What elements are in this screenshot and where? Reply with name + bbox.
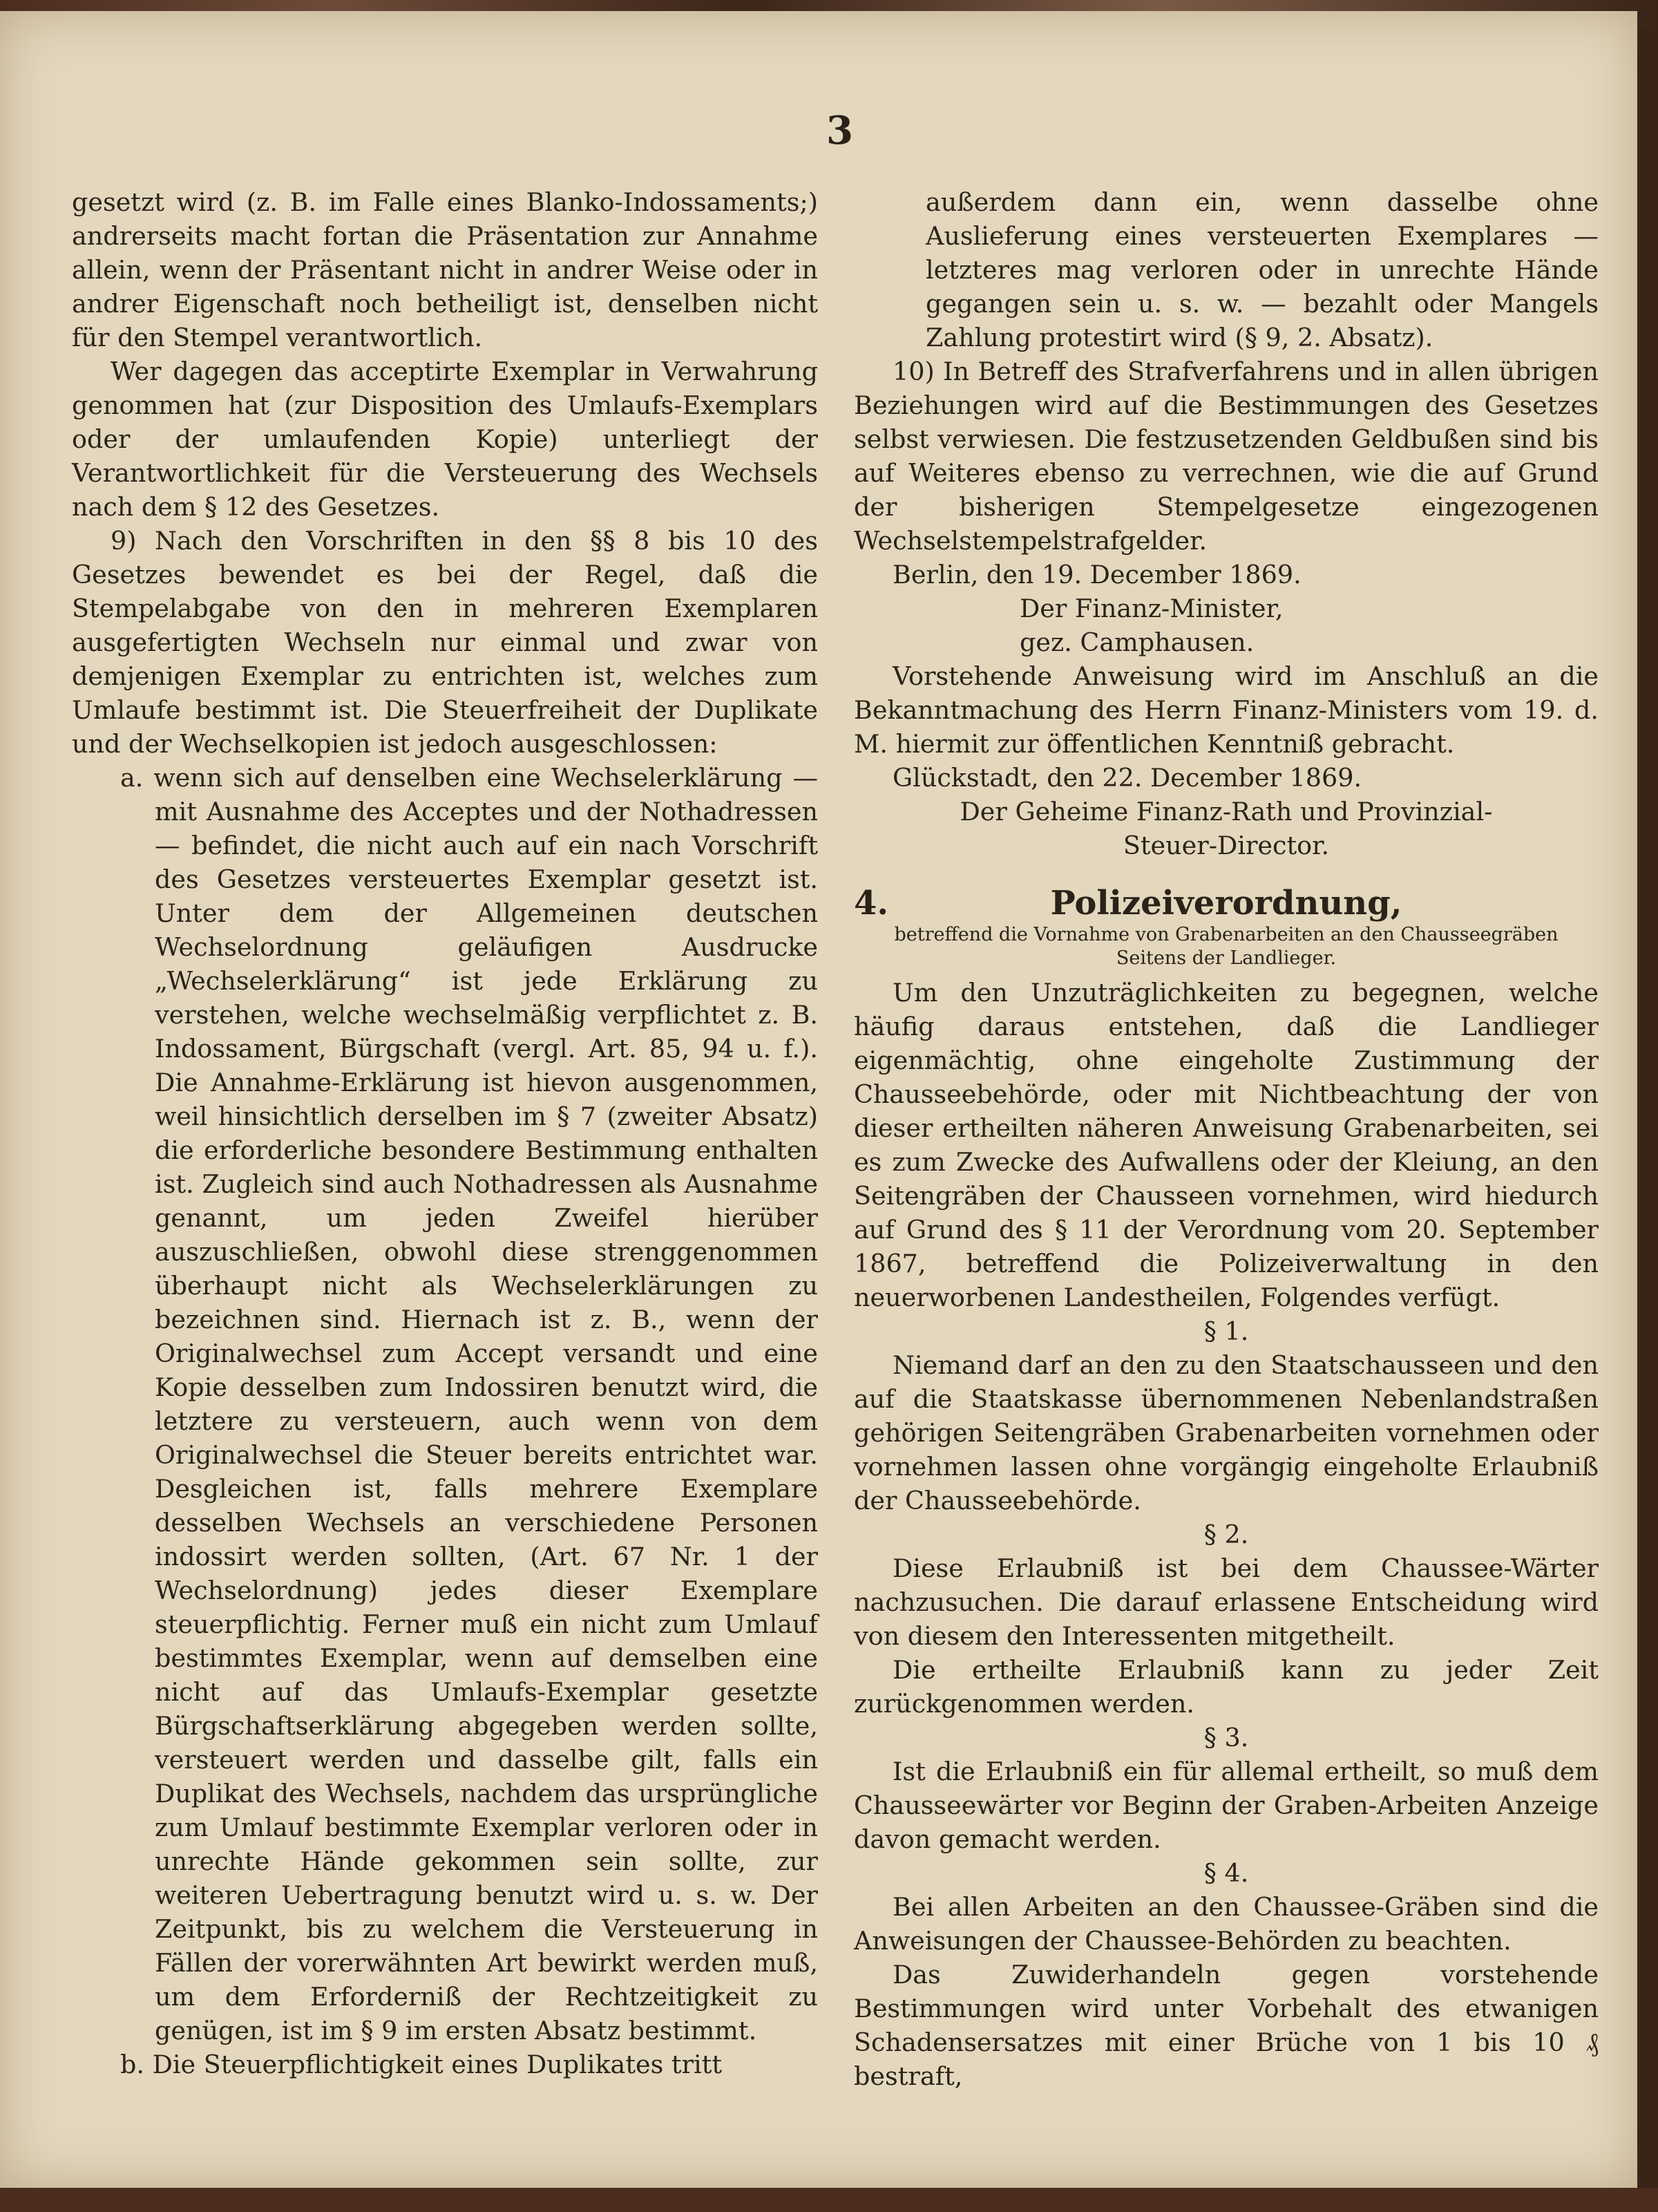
paragraph-1-heading: § 1. xyxy=(1203,1316,1249,1346)
signer-name: gez. Camphausen. xyxy=(1020,627,1255,657)
signer-2-line-2: Steuer-Director. xyxy=(1123,831,1330,860)
signer-2-line-1: Der Geheime Finanz-Rath und Provinzial- xyxy=(960,797,1493,826)
paragraph-3-text: Ist die Erlaubniß ein für allemal ertheilt, so muß dem Chausseewärter vor Beginn der Graben-Arbeiten Anzeige davon gemacht werden. xyxy=(854,1757,1599,1854)
paragraph-2-heading: § 2. xyxy=(1203,1520,1249,1549)
list-item-b-continued: außerdem dann ein, wenn dasselbe ohne Auslieferung eines versteuerten Exemplares — letzteres mag verloren oder in unrechte Hände gegangen sein u. s. w. — bezahlt oder Mangels Zahlung protestirt wird (§ 9, 2. Absatz). xyxy=(926,187,1599,352)
left-paragraph-1: gesetzt wird (z. B. im Falle eines Blanko-Indossaments;) andrerseits macht fortan die Präsentation zur Annahme allein, wenn der Präsentant nicht in andrer Weise oder in andrer Eigenschaft noch betheiligt ist, denselben nicht für den Stempel verantwortlich. xyxy=(72,187,818,352)
paragraph-2-text-a: Diese Erlaubniß ist bei dem Chaussee-Wärter nachzusuchen. Die darauf erlassene Entscheidung wird von diesem den Interessenten mitgetheilt. xyxy=(854,1553,1599,1651)
paragraph-3-heading: § 3. xyxy=(1203,1723,1249,1752)
section-heading xyxy=(854,883,1599,923)
place-date-glueckstadt: Glückstadt, den 22. December 1869. xyxy=(893,763,1362,793)
right-column xyxy=(854,185,1599,2093)
section-title: Polizeiverordnung, xyxy=(1050,884,1402,923)
paragraph-4-text-a: Bei allen Arbeiten an den Chaussee-Gräben sind die Anweisungen der Chaussee-Behörden zu beachten. xyxy=(854,1892,1599,1956)
place-date-berlin: Berlin, den 19. December 1869. xyxy=(893,560,1302,589)
signer-title: Der Finanz-Minister, xyxy=(1020,594,1284,623)
paragraph-1-text: Niemand darf an den zu den Staatschausseen und den auf die Staatskasse übernommenen Nebenlandstraßen gehörigen Seitengräben Grabenarbeiten vornehmen oder vornehmen lassen ohne vorgängig eingeholte Erlaubniß der Chausseebehörde. xyxy=(854,1350,1599,1515)
page-number: 3 xyxy=(826,108,853,153)
left-column xyxy=(72,185,818,2081)
paragraph-4-heading: § 4. xyxy=(1203,1858,1249,1888)
publication-note: Vorstehende Anweisung wird im Anschluß an die Bekanntmachung des Herrn Finanz-Ministers vom 19. d. M. hiermit zur öffentlichen Kenntniß gebracht. xyxy=(854,661,1599,759)
left-paragraph-9: 9) Nach den Vorschriften in den §§ 8 bis 10 des Gesetzes bewendet es bei der Regel, daß die Stempelabgabe von den in mehreren Exemplaren ausgefertigten Wechseln nur einmal und zwar von demjenigen Exemplar zu entrichten ist, welches zum Umlaufe bestimmt ist. Die Steuerfreiheit der Duplikate und der Wechselkopien ist jedoch ausgeschlossen: xyxy=(72,526,818,759)
list-item-a: a. wenn sich auf denselben eine Wechselerklärung — mit Ausnahme des Acceptes und der Nothadressen — befindet, die nicht auch auf ein nach Vorschrift des Gesetzes versteuertes Exemplar gesetzt ist. Unter dem der Allgemeinen deutschen Wechselordnung geläufigen Ausdrucke „Wechselerklärung“ ist jede Erklärung zu verstehen, welche wechselmäßig verpflichtet z. B. Indossament, Bürgschaft (vergl. Art. 85, 94 u. f.). Die Annahme-Erklärung ist hievon ausgenommen, weil hinsichtlich derselben im § 7 (zweiter Absatz) die erforderliche besondere Bestimmung enthalten ist. Zugleich sind auch Nothadressen als Ausnahme genannt, um jeden Zweifel hierüber auszuschließen, obwohl diese strenggenommen überhaupt nicht als Wechselerklärungen zu bezeichnen sind. Hiernach ist z. B., wenn der Originalwechsel zum Accept versandt und eine Kopie desselben zum Indossiren benutzt wird, die letztere zu versteuern, auch wenn von dem Originalwechsel die Steuer bereits entrichtet war. Desgleichen ist, falls mehrere Exemplare desselben Wechsels an verschiedene Personen indossirt werden sollten, (Art. 67 Nr. 1 der Wechselordnung) jedes dieser Exemplare steuerpflichtig. Ferner muß ein nicht zum Umlauf bestimmtes Exemplar, wenn auf demselben eine nicht auf das Umlaufs-Exemplar gesetzte Bürgschaftserklärung abgegeben werden sollte, versteuert werden und dasselbe gilt, falls ein Duplikat des Wechsels, nachdem das ursprüngliche zum Umlauf bestimmte Exemplar verloren oder in unrechte Hände gekommen sein sollte, zur weiteren Uebertragung benutzt wird u. s. w. Der Zeitpunkt, bis zu welchem die Versteuerung in Fällen der vorerwähnten Art bewirkt werden muß, um dem Erforderniß der Rechtzeitigkeit zu genügen, ist im § 9 im ersten Absatz bestimmt. xyxy=(120,763,818,2045)
section-subtitle: betreffend die Vornahme von Grabenarbeiten an den Chausseegräben Seitens der Landlieger. xyxy=(894,924,1559,969)
right-paragraph-10: 10) In Betreff des Strafverfahrens und in allen übrigen Beziehungen wird auf die Bestimmungen des Gesetzes selbst verwiesen. Die festzusetzenden Geldbußen sind bis auf Weiteres ebenso zu verrechnen, wie die auf Grund der bisherigen Stempelgesetze eingezogenen Wechselstempelstrafgelder. xyxy=(854,357,1599,556)
paragraph-4-text-b: Das Zuwiderhandeln gegen vorstehende Bestimmungen wird unter Vorbehalt des etwanigen Schadensersatzes mit einer Brüche von 1 bis 10 ₰ bestraft, xyxy=(854,1960,1599,2091)
book-edge-bottom xyxy=(0,2188,1658,2212)
left-paragraph-2: Wer dagegen das acceptirte Exemplar in Verwahrung genommen hat (zur Disposition des Umlaufs-Exemplars oder der umlaufenden Kopie) unterliegt der Verantwortlichkeit für die Versteuerung des Wechsels nach dem § 12 des Gesetzes. xyxy=(72,357,818,522)
document-page xyxy=(0,11,1637,2188)
ordinance-intro: Um den Unzuträglichkeiten zu begegnen, welche häufig daraus entstehen, daß die Landlieger eigenmächtig, ohne eingeholte Zustimmung der Chausseebehörde, oder mit Nichtbeachtung der von dieser ertheilten näheren Anweisung Grabenarbeiten, sei es zum Zwecke des Aufwallens oder der Kleiung, an den Seitengräben der Chausseen vornehmen, wird hiedurch auf Grund des § 11 der Verordnung vom 20. September 1867, betreffend die Polizeiverwaltung in den neuerworbenen Landestheilen, Folgendes verfügt. xyxy=(854,978,1599,1312)
section-number: 4. xyxy=(854,884,889,923)
paragraph-2-text-b: Die ertheilte Erlaubniß kann zu jeder Zeit zurückgenommen werden. xyxy=(854,1655,1599,1719)
list-item-b-start: b. Die Steuerpflichtigkeit eines Duplikates tritt xyxy=(120,2050,723,2079)
